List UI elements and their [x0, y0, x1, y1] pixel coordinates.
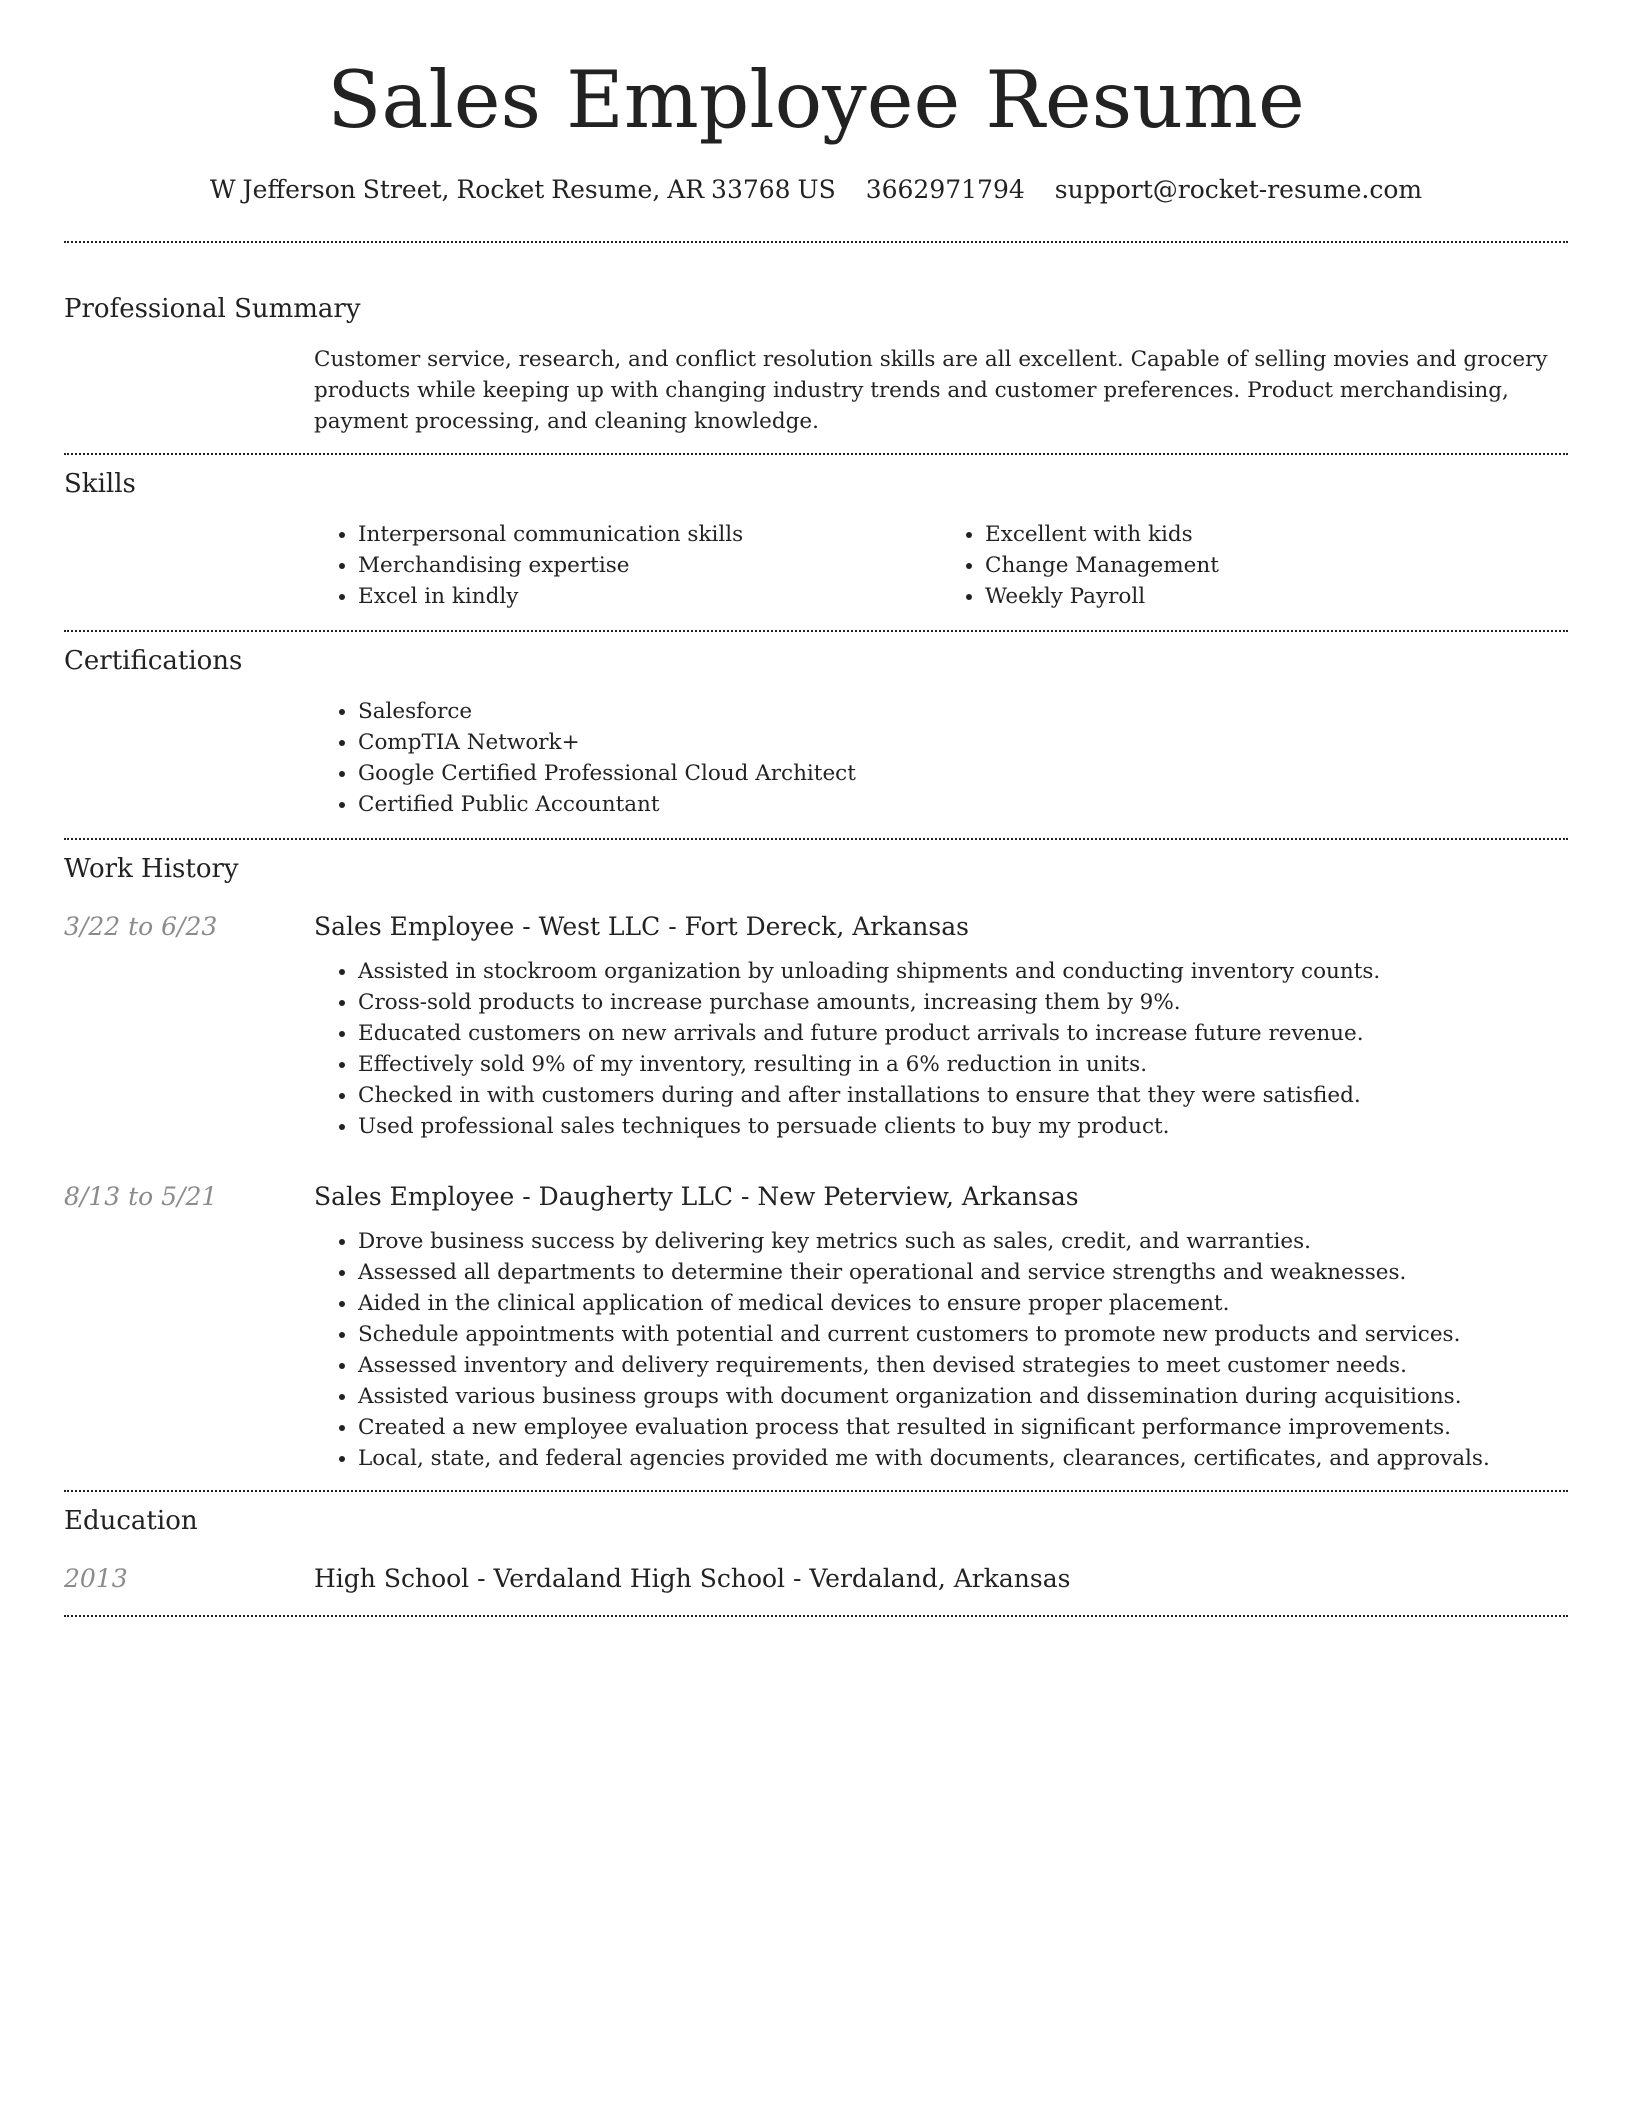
- list-item: • Certified Public Accountant: [358, 789, 1568, 820]
- list-item: • Assessed inventory and delivery requirements, then devised strategies to meet customer needs.: [358, 1350, 1568, 1381]
- list-item: • Drove business success by delivering key metrics such as sales, credit, and warranties.: [358, 1226, 1568, 1257]
- skills-heading: Skills: [64, 469, 136, 499]
- certifications-content: [314, 696, 1568, 820]
- list-item: • Excellent with kids: [985, 519, 1568, 550]
- education-dates: 2013: [64, 1564, 128, 1593]
- list-item: • Assisted in stockroom organization by unloading shipments and conducting inventory counts.: [358, 956, 1568, 987]
- skills-grid: [314, 519, 1568, 612]
- skills-section: [64, 455, 1568, 612]
- summary-content: [314, 344, 1568, 437]
- list-item: • Google Certified Professional Cloud Architect: [358, 758, 1568, 789]
- skills-list-right: [941, 519, 1568, 612]
- summary-section: [64, 243, 1568, 437]
- summary-text: Customer service, research, and conflict resolution skills are all excellent. Capable of selling movies and grocery products while keeping up with changing industry trends and customer preferences. Product merchandising, payment processing, and cleaning knowledge.: [314, 347, 1548, 434]
- certifications-list: [314, 696, 1568, 820]
- list-item: • Effectively sold 9% of my inventory, resulting in a 6% reduction in units.: [358, 1049, 1568, 1080]
- education-entry: [64, 1562, 1568, 1596]
- work-section: [64, 840, 1568, 1474]
- list-item: • Merchandising expertise: [358, 550, 941, 581]
- contact-email: support@rocket-resume.com: [1054, 175, 1423, 204]
- education-section: [64, 1492, 1568, 1596]
- job-title: Sales Employee - Daugherty LLC - New Peterview, Arkansas: [314, 1182, 1079, 1211]
- list-item: • Excel in kindly: [358, 581, 941, 612]
- list-item: • Assisted various business groups with document organization and dissemination during acquisitions.: [358, 1381, 1568, 1412]
- list-item: • Change Management: [985, 550, 1568, 581]
- list-item: • Educated customers on new arrivals and future product arrivals to increase future revenue.: [358, 1018, 1568, 1049]
- certifications-section: [64, 632, 1568, 820]
- job-dates: 3/22 to 6/23: [64, 912, 218, 941]
- contact-address: W Jefferson Street, Rocket Resume, AR 33768 US: [209, 175, 836, 204]
- list-item: • Used professional sales techniques to persuade clients to buy my product.: [358, 1111, 1568, 1142]
- list-item: • CompTIA Network+: [358, 727, 1568, 758]
- skills-list-left: [314, 519, 941, 612]
- job-title: Sales Employee - West LLC - Fort Dereck, Arkansas: [314, 912, 969, 941]
- summary-heading: Professional Summary: [64, 294, 361, 324]
- contact-line: [64, 174, 1568, 206]
- education-divider: [64, 1615, 1568, 1617]
- list-item: • Interpersonal communication skills: [358, 519, 941, 550]
- list-item: • Created a new employee evaluation process that resulted in significant performance improvements.: [358, 1412, 1568, 1443]
- list-item: • Aided in the clinical application of medical devices to ensure proper placement.: [358, 1288, 1568, 1319]
- list-item: • Assessed all departments to determine their operational and service strengths and weaknesses.: [358, 1257, 1568, 1288]
- job-bullets: [314, 956, 1568, 1142]
- job-bullets: [314, 1226, 1568, 1474]
- education-heading: Education: [64, 1506, 198, 1536]
- education-title: High School - Verdaland High School - Verdaland, Arkansas: [314, 1564, 1071, 1593]
- list-item: • Schedule appointments with potential and current customers to promote new products and services.: [358, 1319, 1568, 1350]
- list-item: • Checked in with customers during and after installations to ensure that they were satisfied.: [358, 1080, 1568, 1111]
- list-item: • Weekly Payroll: [985, 581, 1568, 612]
- list-item: • Cross-sold products to increase purchase amounts, increasing them by 9%.: [358, 987, 1568, 1018]
- work-heading: Work History: [64, 854, 239, 884]
- list-item: • Local, state, and federal agencies provided me with documents, clearances, certificates, and approvals.: [358, 1443, 1568, 1474]
- job-entry: [64, 910, 1568, 1142]
- list-item: • Salesforce: [358, 696, 1568, 727]
- resume-title: Sales Employee Resume: [327, 54, 1305, 146]
- contact-phone: 3662971794: [865, 175, 1025, 204]
- resume-page: [64, 0, 1568, 1617]
- certifications-heading: Certifications: [64, 646, 243, 676]
- job-dates: 8/13 to 5/21: [64, 1182, 218, 1211]
- job-entry: [64, 1180, 1568, 1474]
